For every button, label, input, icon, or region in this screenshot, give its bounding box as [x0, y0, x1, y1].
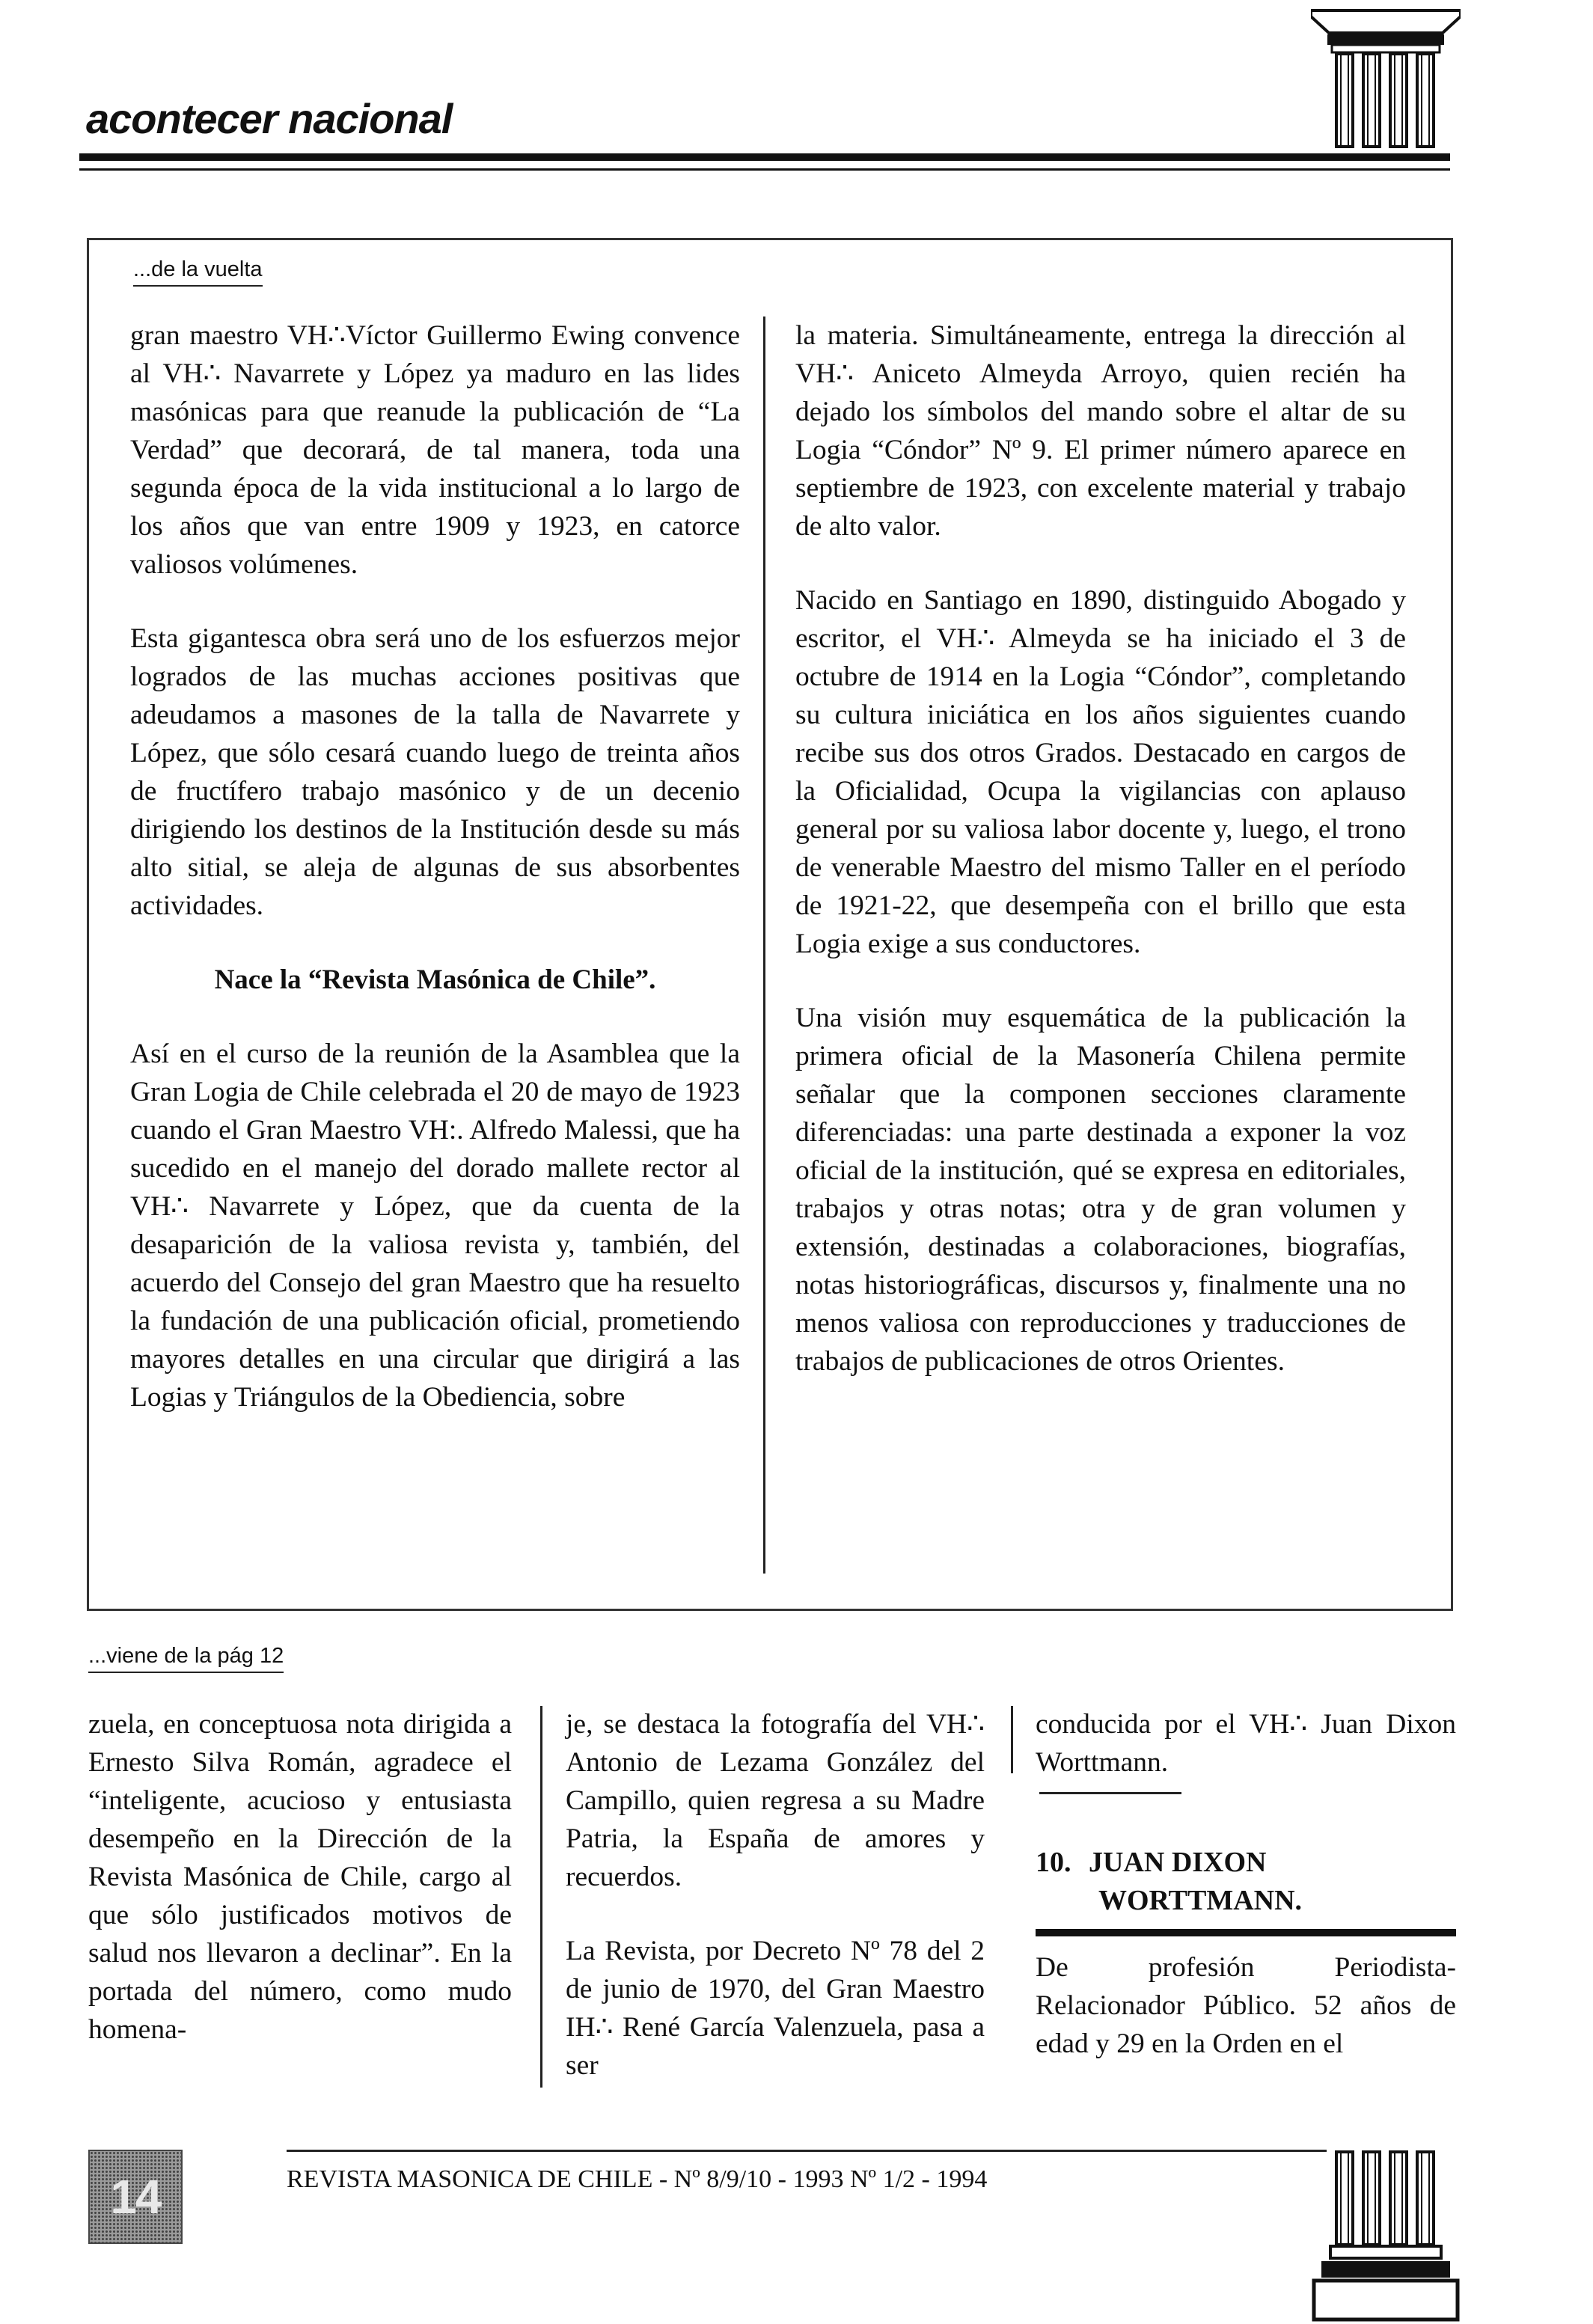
lower-col3-paragraph: conducida por el VH∴ Juan Dixon Worttmann. — [1036, 1709, 1456, 1778]
box-column-divider — [763, 317, 765, 1574]
lower-column-1 — [88, 1705, 512, 2049]
lower-column-divider-2 — [1011, 1706, 1013, 1773]
continued-from-label: ...de la vuelta — [133, 257, 263, 287]
lower-col1-paragraph: zuela, en conceptuosa nota dirigida a Ernesto Silva Román, agradece el “inteligente, acucioso y entusiasta desempeño en la Dirección de la Revista Masónica de Chile, cargo al que sólo justificados motivos de salud nos llevaron a declinar”. En la portada del número, como mudo homena- — [88, 1709, 512, 2045]
item-heading-rule — [1036, 1929, 1456, 1936]
box-left-column — [130, 317, 740, 1416]
box-right-paragraph: Una visión muy esquemática de la publicación la primera oficial de la Masonería Chilena permite señalar que la componen secciones claramente diferenciadas: una parte destinada a exponer la voz oficial de la institución, qué se expresa en editoriales, trabajos y otras notas; otra y de gran volumen y extensión, destinadas a colaboraciones, biografías, notas historiográficas, discursos y, finalmente una no menos valiosa con reproducciones y traducciones de trabajos de publicaciones de otros Orientes. — [795, 1003, 1406, 1377]
box-right-paragraph: la materia. Simultáneamente, entrega la dirección al VH∴ Aniceto Almeyda Arroyo, quien recién ha dejado los símbolos del mando sobre el altar de su Logia “Cóndor” Nº 9. El primer número aparece en septiembre de 1923, con excelente material y trabajo de alto valor. — [795, 320, 1406, 542]
lower-column-3 — [1036, 1705, 1456, 2063]
footer-publication-line: REVISTA MASONICA DE CHILE - Nº 8/9/10 - 1993 Nº 1/2 - 1994 — [287, 2165, 988, 2193]
box-subheading: Nace la “Revista Masónica de Chile”. — [214, 964, 656, 995]
item-heading — [1036, 1844, 1456, 1920]
box-left-paragraph: Así en el curso de la reunión de la Asamblea que la Gran Logia de Chile celebrada el 20 de mayo de 1923 cuando el Gran Maestro VH:. Alfredo Malessi, que ha sucedido en el manejo del dorado mallete rector al VH∴ Navarrete y López, que da cuenta de la desaparición de la valiosa revista y, también, del acuerdo del Consejo del gran Maestro que ha resuelto la fundación de una publicación oficial, prometiendo mayores detalles en una circular que dirigirá a las Logias y Triángulos de la Obediencia, sobre — [130, 1039, 740, 1413]
column-capital-icon — [1311, 6, 1461, 156]
section-title: acontecer nacional — [86, 95, 453, 142]
lower-col3-short-rule — [1039, 1792, 1181, 1794]
page-number-box — [88, 2150, 183, 2244]
page-number: 14 — [110, 2170, 161, 2224]
header-rule-thick — [79, 153, 1450, 161]
column-base-icon — [1311, 2147, 1461, 2324]
header-rule-thin — [79, 168, 1450, 171]
box-left-paragraph: gran maestro VH∴Víctor Guillermo Ewing convence al VH∴ Navarrete y López ya maduro en las lides masónicas para que reanude la publicación de “La Verdad” que decorará, de tal manera, toda una segunda época de la vida institucional a lo largo de los años que van entre 1909 y 1923, en catorce valiosos volúmenes. — [130, 320, 740, 580]
lower-column-2 — [566, 1705, 985, 2085]
box-right-column — [795, 317, 1406, 1380]
lower-col2-paragraph: La Revista, por Decreto Nº 78 del 2 de junio de 1970, del Gran Maestro IH∴ René García Valenzuela, pasa a ser — [566, 1936, 985, 2081]
footer-rule — [287, 2150, 1327, 2152]
item-heading-line-2: WORTTMANN. — [1098, 1885, 1303, 1916]
lower-col2-paragraph: je, se destaca la fotografía del VH∴ Antonio de Lezama González del Campillo, quien regresa a su Madre Patria, la España de amores y recuerdos. — [566, 1709, 985, 1892]
item-heading-line-1: JUAN DIXON — [1089, 1847, 1267, 1878]
lower-column-divider-1 — [540, 1706, 542, 2088]
box-left-paragraph: Esta gigantesca obra será uno de los esfuerzos mejor logrados de las muchas acciones positivas que adeudamos a masones de la talla de Navarrete y López, que sólo cesará cuando luego de treinta años de fructífero trabajo masónico y de un decenio dirigiendo los destinos de la Institución desde su más alto sitial, se aleja de algunas de sus absorbentes actividades. — [130, 623, 740, 921]
lower-col3-paragraph: De profesión Periodista-Relacionador Público. 52 años de edad y 29 en la Orden en el — [1036, 1952, 1456, 2059]
box-right-paragraph: Nacido en Santiago en 1890, distinguido Abogado y escritor, el VH∴ Almeyda se ha iniciado el 3 de octubre de 1914 en la Logia “Cóndor”, completando su cultura iniciática en los años siguientes cuando recibe sus dos otros Grados. Destacado en cargos de la Oficialidad, Ocupa la vigilancias con aplauso general por su valiosa labor docente y, luego, el trono de venerable Maestro del mismo Taller en el período de 1921-22, que desempeña con el brillo que esta Logia exige a sus conductores. — [795, 585, 1406, 959]
item-number: 10. — [1036, 1847, 1071, 1878]
continued-from-page-label: ...viene de la pág 12 — [88, 1644, 284, 1673]
